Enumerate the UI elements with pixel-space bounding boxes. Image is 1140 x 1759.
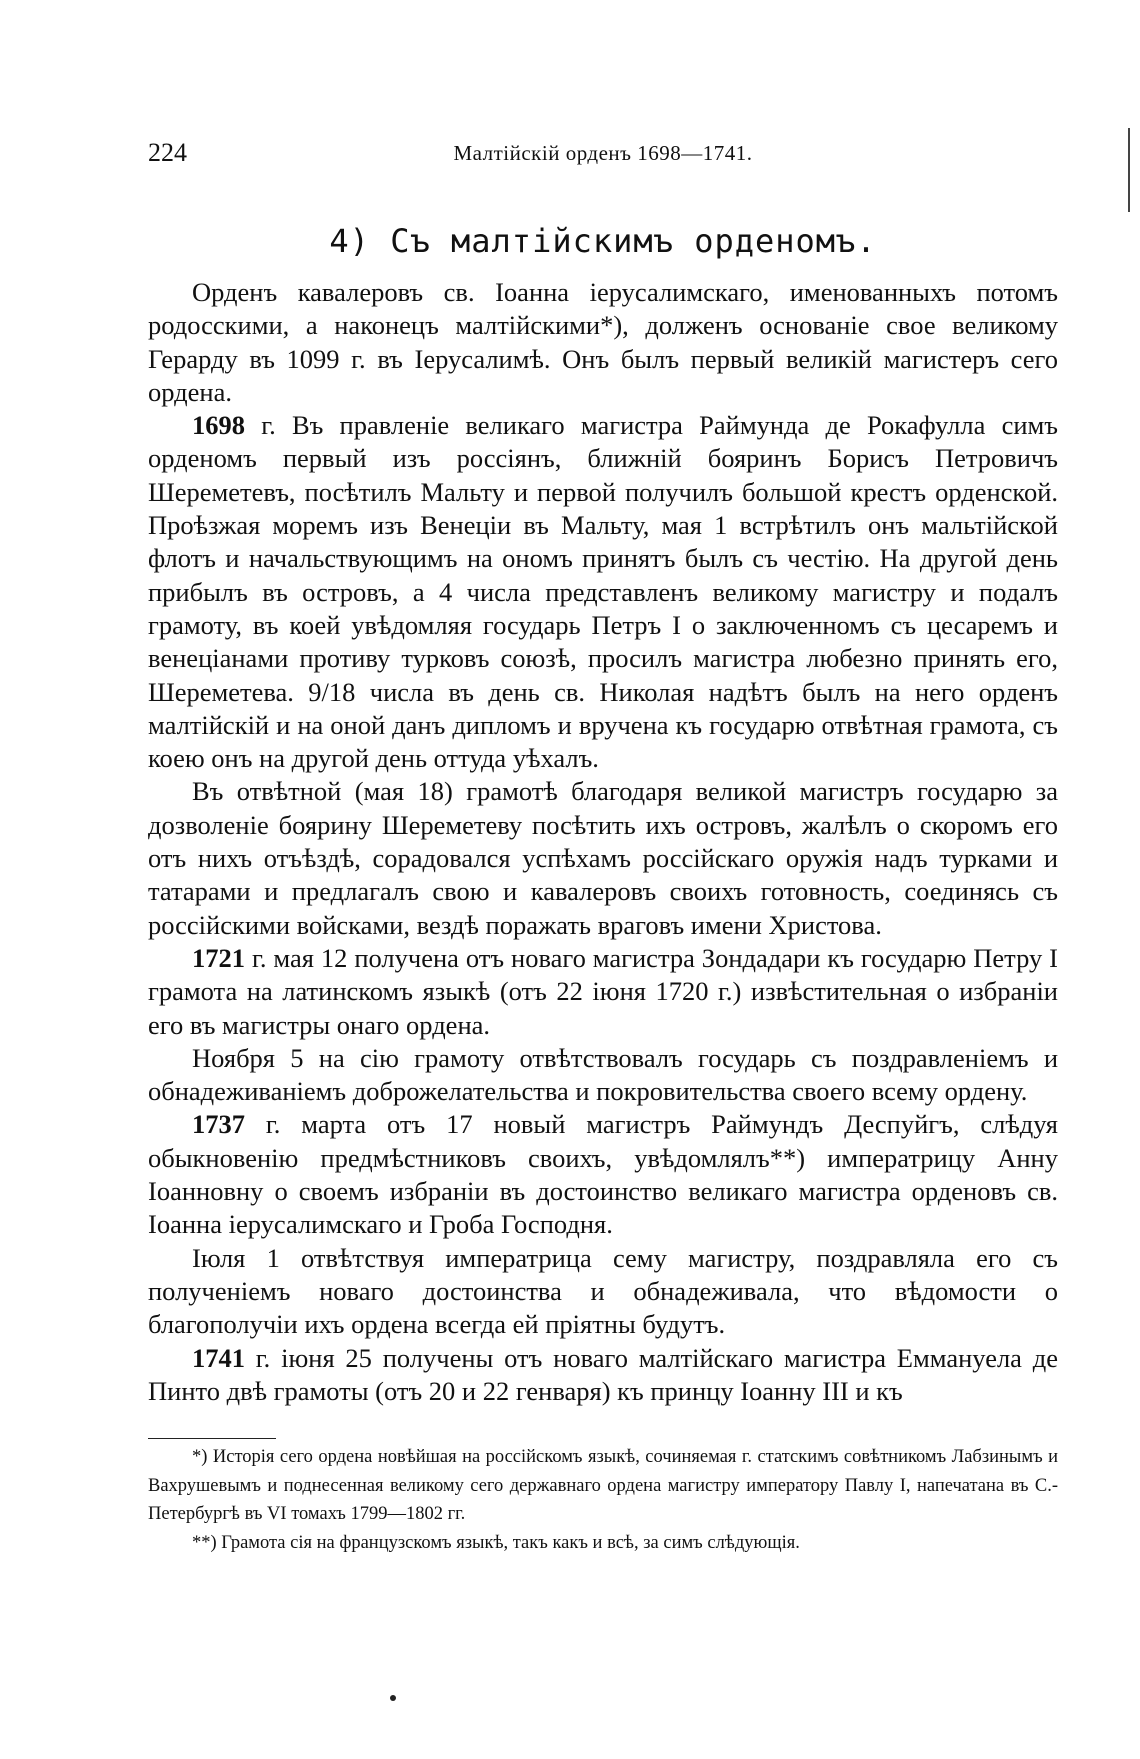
paragraph	[148, 942, 1058, 1042]
paragraph	[148, 1242, 1058, 1342]
paragraph-text: г. Въ правленіе великаго магистра Раймунда де Рокафулла симъ орденомъ первый изъ россіянъ, ближній бояринъ Борисъ Петровичъ Шереметевъ, посѣтилъ Мальту и первой получилъ большой крестъ орденской. Проѣзжая моремъ изъ Венеціи въ Мальту, мая 1 встрѣтилъ онъ мальтійской флотъ и начальствующимъ на ономъ принятъ былъ съ честію. На другой день прибылъ въ островъ, а 4 числа представленъ великому магистру и подалъ грамоту, въ коей увѣдомляя государь Петръ I о заключенномъ съ цесаремъ и венеціанами противу турковъ союзѣ, просилъ магистра любезно принять его, Шереметева. 9/18 числа въ день св. Николая надѣтъ былъ на него орденъ малтійскій и на оной данъ дипломъ и вручена къ государю отвѣтная грамота, съ коею онъ на другой день оттуда уѣхалъ.	[148, 410, 1058, 774]
footnote: *) Исторія сего ордена новѣйшая на россійскомъ языкѣ, сочиняемая г. статскимъ совѣтникомъ Лабзинымъ и Вахрушевымъ и поднесенная великому сего державнаго ордена магистру императору Павлу I, напечатана въ С.-Петербургѣ въ VI томахъ 1799—1802 гг.	[148, 1447, 1058, 1524]
paragraph-year: 1737	[192, 1109, 245, 1140]
paragraph	[148, 1108, 1058, 1241]
paragraph-text: г. мая 12 получена отъ новаго магистра Зондадари къ государю Петру I грамота на латинскомъ языкѣ (отъ 22 іюня 1720 г.) извѣстительная о избраніи его въ магистры онаго ордена.	[148, 942, 1058, 1040]
paragraph	[148, 775, 1058, 941]
footnote-divider	[148, 1438, 276, 1439]
paragraph-year: 1698	[192, 410, 245, 441]
main-text	[148, 276, 1058, 1408]
paragraph-text: Орденъ кавалеровъ св. Іоанна іерусалимскаго, именованныхъ потомъ родосскими, а наконецъ малтійскими*), долженъ основаніе свое великому Герарду въ 1099 г. въ Іерусалимѣ. Онъ былъ первый великій магистеръ сего ордена.	[148, 277, 1058, 407]
footnotes	[148, 1443, 1058, 1557]
paragraph-text: г. марта отъ 17 новый магистръ Раймундъ Деспуйгъ, слѣдуя обыкновенію предмѣстниковъ своихъ, увѣдомлялъ**) императрицу Анну Іоанновну о своемъ избраніи въ достоинство великаго магистра орденовъ св. Іоанна іерусалимскаго и Гроба Господня.	[148, 1109, 1058, 1240]
paragraph	[148, 1342, 1058, 1409]
paragraph-text: г. іюня 25 получены отъ новаго малтійскаго магистра Еммануела де Пинто двѣ грамоты (отъ 20 и 22 генваря) къ принцу Іоанну III и къ	[148, 1342, 1058, 1406]
paragraph	[148, 276, 1058, 409]
page-header	[148, 138, 1058, 174]
paragraph-text: Въ отвѣтной (мая 18) грамотѣ благодаря великой магистръ государю за дозволеніе боярину Шереметеву посѣтить ихъ островъ, жалѣлъ о скоромъ его отъ нихъ отъѣздѣ, сорадовался успѣхамъ россійскаго оружія надъ турками и татарами и предлагалъ свою и кавалеровъ своихъ готовность, соединясь съ россійскими войсками, вездѣ поражать враговъ имени Христова.	[148, 776, 1058, 940]
footnote: **) Грамота сія на французскомъ языкѣ, такъ какъ и всѣ, за симъ слѣдующія.	[192, 1532, 800, 1553]
paragraph-year: 1741	[192, 1342, 245, 1373]
paragraph-year: 1721	[192, 942, 245, 973]
paragraph-text: Ноября 5 на сію грамоту отвѣтствовалъ государь съ поздравленіемъ и обнадеживаніемъ доброжелательства и покровительства своего всему ордену.	[148, 1042, 1058, 1107]
running-title: Малтійскій орденъ 1698—1741.	[453, 141, 753, 165]
page-edge-mark	[1128, 128, 1130, 212]
section-title: 4) Съ малтійскимъ орденомъ.	[329, 222, 877, 260]
paragraph	[148, 1042, 1058, 1109]
page-number: 224	[148, 138, 187, 167]
paragraph-text: Іюля 1 отвѣтствуя императрица сему магистру, поздравляла его съ полученіемъ новаго достоинства и обнадеживала, что вѣдомости о благополучіи ихъ ордена всегда ей пріятны будутъ.	[148, 1242, 1058, 1340]
scan-speck	[390, 1695, 396, 1701]
paragraph	[148, 409, 1058, 775]
